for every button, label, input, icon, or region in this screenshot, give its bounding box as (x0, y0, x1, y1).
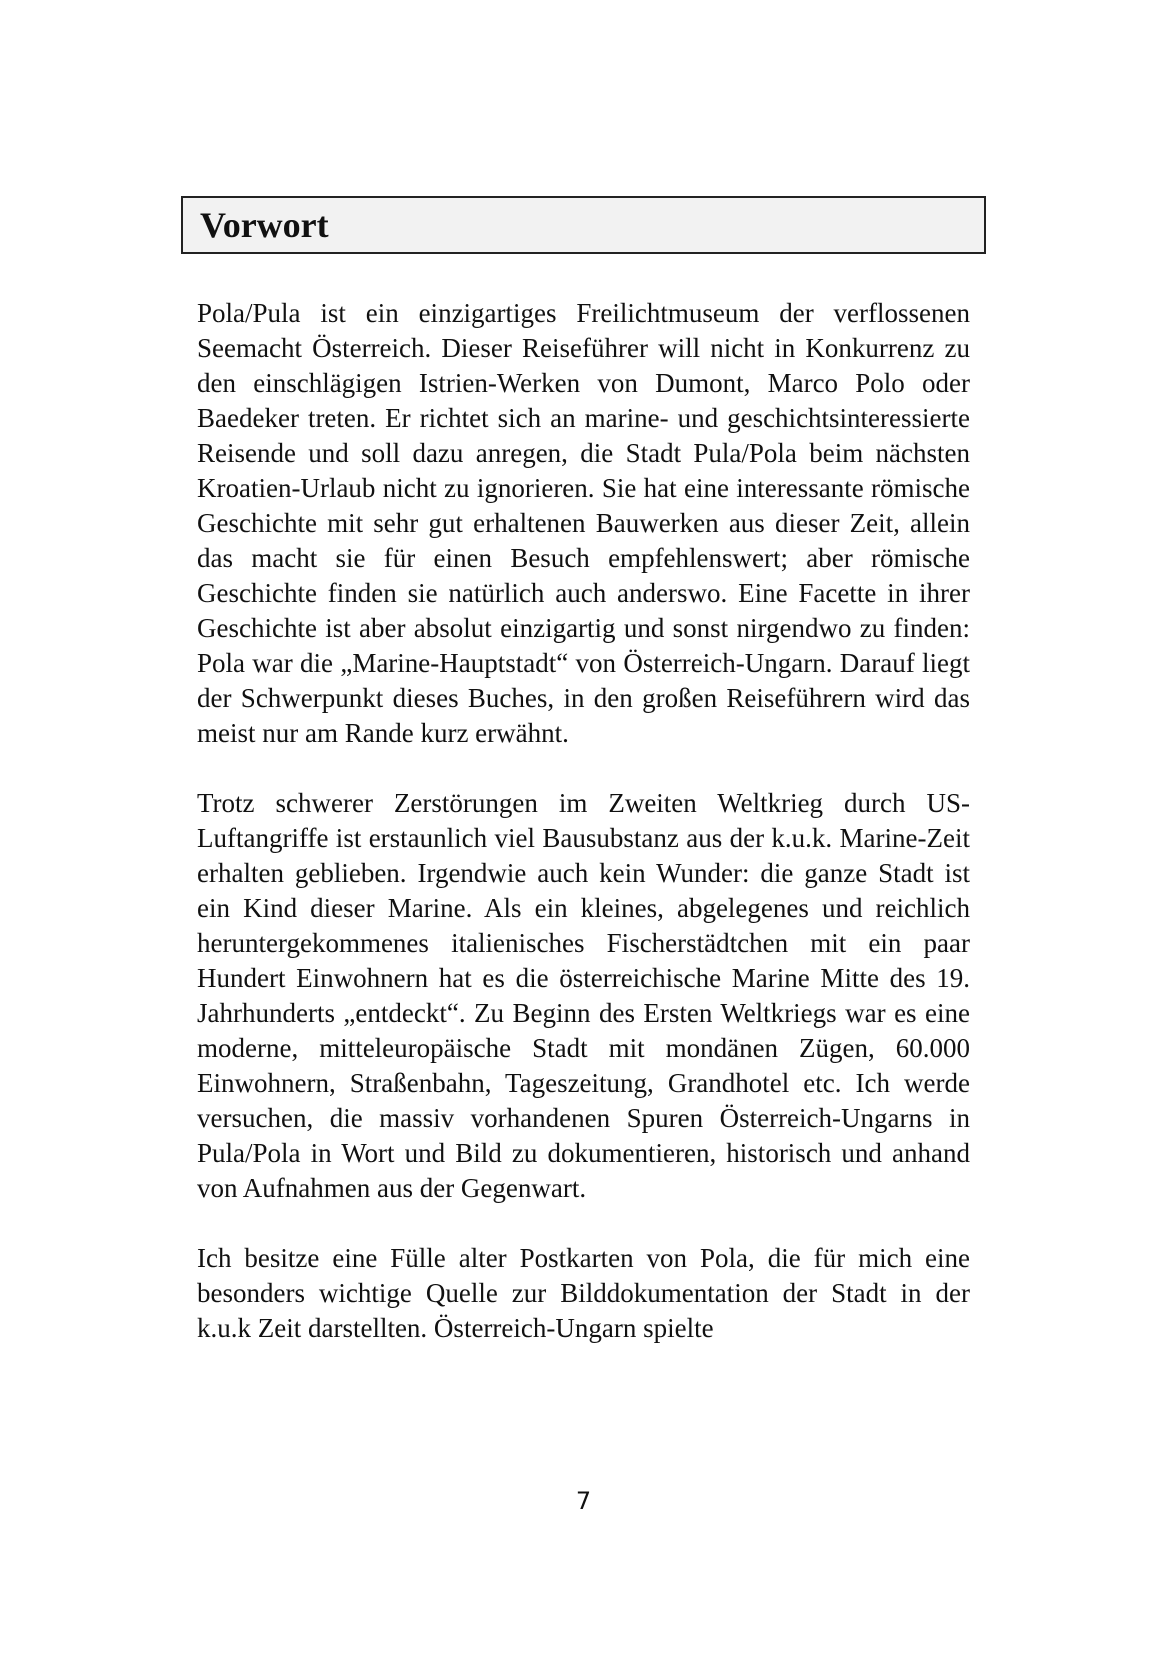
paragraph: Pola/Pula ist ein einzigartiges Freilichtmuseum der verflossenen Seemacht Österreich. Dieser Reiseführer will nicht in Konkurrenz zu den einschlägigen Istrien-Werken von Dumont, Marco Polo oder Baedeker treten. Er richtet sich an marine- und geschichtsinteressierte Reisende und soll dazu anregen, die Stadt Pula/Pola beim nächsten Kroatien-Urlaub nicht zu ignorieren. Sie hat eine interessante römische Geschichte mit sehr gut erhaltenen Bauwerken aus dieser Zeit, allein das macht sie für einen Besuch empfehlenswert; aber römische Geschichte finden sie natürlich auch anderswo. Eine Facette in ihrer Geschichte ist aber absolut einzigartig und sonst nirgendwo zu finden: Pola war die „Marine-Hauptstadt“ von Österreich-Ungarn. Darauf liegt der Schwerpunkt dieses Buches, in den großen Reiseführern wird das meist nur am Rande kurz erwähnt. (197, 298, 970, 748)
paragraph: Ich besitze eine Fülle alter Postkarten von Pola, die für mich eine besonders wichtige Quelle zur Bilddokumentation der Stadt in der k.u.k Zeit darstellten. Österreich-Ungarn spielte (197, 1243, 970, 1343)
page-number: 7 (575, 1487, 592, 1515)
paragraph: Trotz schwerer Zerstörungen im Zweiten Weltkrieg durch US-Luftangriffe ist erstaunlich viel Bausubstanz aus der k.u.k. Marine-Zeit erhalten geblieben. Irgendwie auch kein Wunder: die ganze Stadt ist ein Kind dieser Marine. Als ein kleines, abgelegenes und reichlich heruntergekommenes italienisches Fischerstädtchen mit ein paar Hundert Einwohnern hat es die österreichische Marine Mitte des 19. Jahrhunderts „entdeckt“. Zu Beginn des Ersten Weltkriegs war es eine moderne, mitteleuropäische Stadt mit mondänen Zügen, 60.000 Einwohnern, Straßenbahn, Tageszeitung, Grandhotel etc. Ich werde versuchen, die massiv vorhandenen Spuren Österreich-Ungarns in Pula/Pola in Wort und Bild zu dokumentieren, historisch und anhand von Aufnahmen aus der Gegenwart. (197, 788, 970, 1203)
chapter-title: Vorwort (200, 205, 329, 245)
body-text (197, 296, 970, 1346)
chapter-heading-box (181, 196, 986, 254)
